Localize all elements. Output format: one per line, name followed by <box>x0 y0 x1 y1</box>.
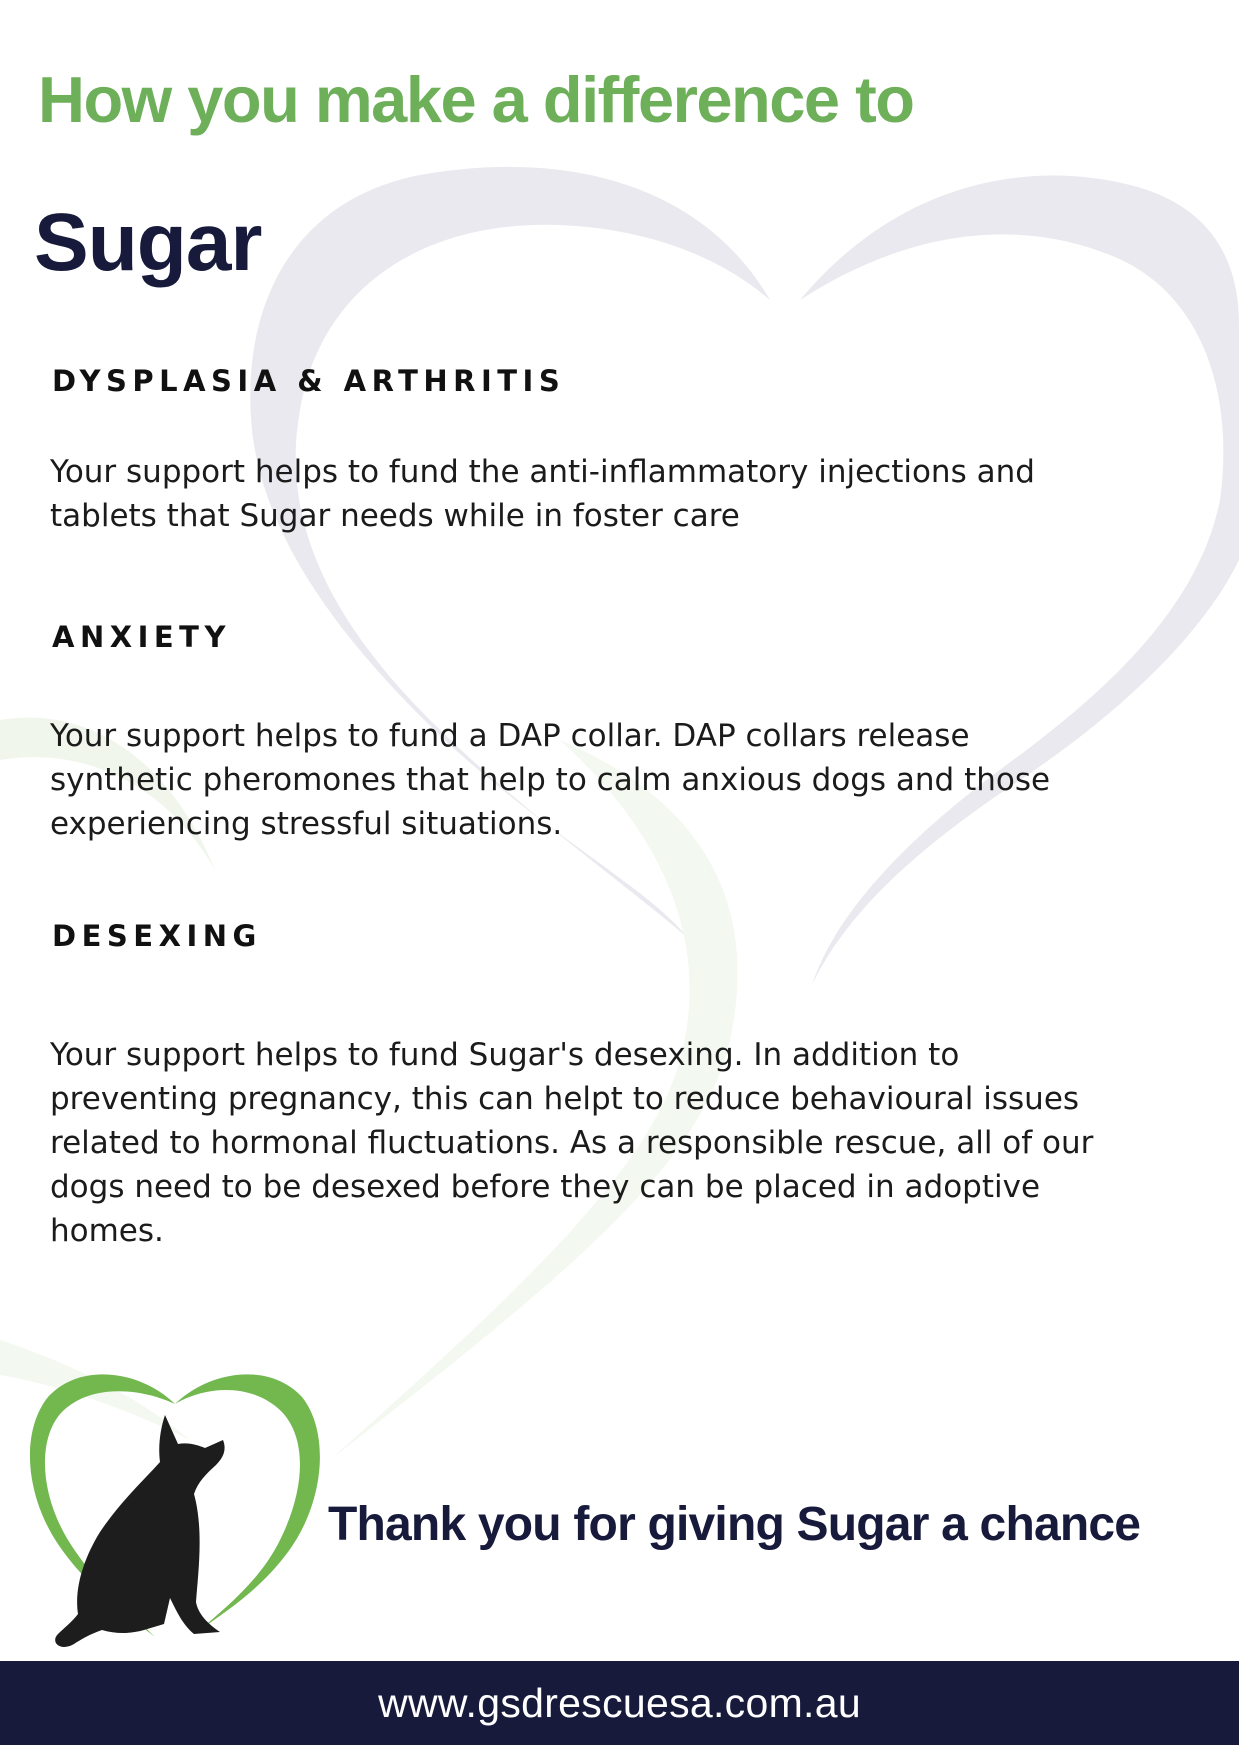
text-line: experiencing stressful situations. <box>50 806 563 842</box>
text-line: synthetic pheromones that help to calm anxious dogs and those <box>50 762 1051 798</box>
footer-bar <box>0 1661 1239 1745</box>
website-link[interactable]: www.gsdrescuesa.com.au <box>378 1679 861 1726</box>
text-line: related to hormonal fluctuations. As a responsible rescue, all of our <box>50 1125 1094 1161</box>
page-title: How you make a difference to <box>38 63 914 136</box>
dog-silhouette <box>55 1415 224 1647</box>
section-title-dysplasia-arthritis: DYSPLASIA & ARTHRITIS <box>52 364 566 398</box>
thank-you-message: Thank you for giving Sugar a chance <box>328 1498 1141 1551</box>
text-line: homes. <box>50 1213 164 1249</box>
text-line: Your support helps to fund the anti-inflammatory injections and <box>50 454 1035 490</box>
dog-name-heading: Sugar <box>34 197 262 288</box>
text-line: Your support helps to fund a DAP collar. DAP collars release <box>50 718 970 754</box>
text-line: tablets that Sugar needs while in foster care <box>50 498 740 534</box>
text-line: Your support helps to fund Sugar's desexing. In addition to <box>50 1037 960 1073</box>
section-text-anxiety <box>50 714 1180 846</box>
section-text-desexing <box>50 1033 1180 1253</box>
section-title-desexing: DESEXING <box>52 919 262 953</box>
section-title-anxiety: ANXIETY <box>52 620 231 654</box>
text-line: dogs need to be desexed before they can be placed in adoptive <box>50 1169 1041 1205</box>
text-line: preventing pregnancy, this can helpt to reduce behavioural issues <box>50 1081 1080 1117</box>
section-text-dysplasia-arthritis <box>50 450 1180 538</box>
heart-dog-logo-icon <box>20 1362 330 1652</box>
